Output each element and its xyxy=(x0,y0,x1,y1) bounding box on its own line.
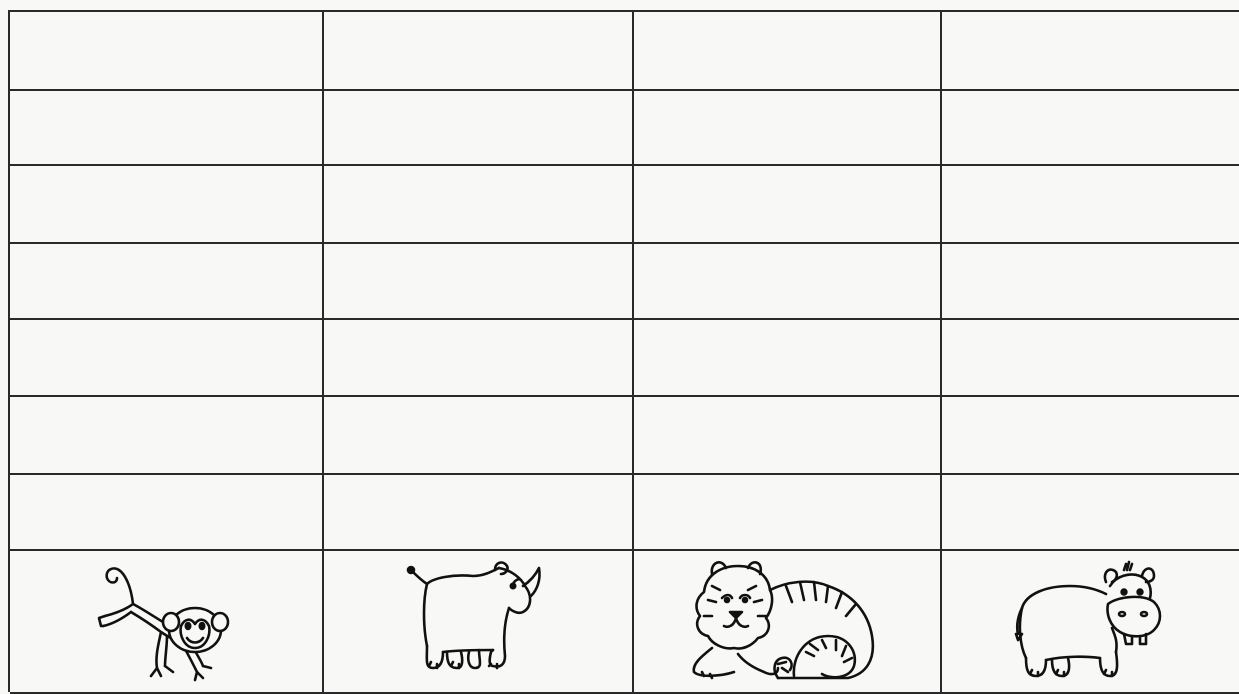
tally-cell-monkey[interactable] xyxy=(10,397,324,475)
tally-cell-rhino[interactable] xyxy=(324,475,634,551)
tally-cell-hippo[interactable] xyxy=(942,244,1239,320)
tally-cell-tiger[interactable] xyxy=(634,244,942,320)
tally-cell-hippo[interactable] xyxy=(942,12,1239,91)
tally-cell-rhino[interactable] xyxy=(324,320,634,397)
tally-cell-tiger[interactable] xyxy=(634,12,942,91)
tiger-icon xyxy=(682,556,892,686)
tally-cell-rhino[interactable] xyxy=(324,244,634,320)
monkey-icon xyxy=(91,556,241,686)
tally-cell-tiger[interactable] xyxy=(634,320,942,397)
rhino-icon xyxy=(403,556,553,686)
tally-cell-monkey[interactable] xyxy=(10,12,324,91)
tally-cell-rhino[interactable] xyxy=(324,91,634,166)
tally-cell-monkey[interactable] xyxy=(10,91,324,166)
tally-cell-monkey[interactable] xyxy=(10,320,324,397)
hippo-icon xyxy=(1006,556,1176,686)
animal-cell-hippo xyxy=(942,551,1239,694)
tally-cell-hippo[interactable] xyxy=(942,91,1239,166)
tally-cell-rhino[interactable] xyxy=(324,397,634,475)
tally-cell-tiger[interactable] xyxy=(634,91,942,166)
tally-cell-monkey[interactable] xyxy=(10,166,324,244)
tally-cell-hippo[interactable] xyxy=(942,166,1239,244)
tally-cell-monkey[interactable] xyxy=(10,475,324,551)
animal-cell-tiger xyxy=(634,551,942,694)
tally-cell-tiger[interactable] xyxy=(634,166,942,244)
tally-cell-hippo[interactable] xyxy=(942,320,1239,397)
tally-cell-rhino[interactable] xyxy=(324,166,634,244)
tally-grid xyxy=(8,10,1239,692)
tally-cell-rhino[interactable] xyxy=(324,12,634,91)
tally-cell-tiger[interactable] xyxy=(634,397,942,475)
tally-cell-tiger[interactable] xyxy=(634,475,942,551)
animal-cell-monkey xyxy=(10,551,324,694)
animal-cell-rhino xyxy=(324,551,634,694)
tally-cell-hippo[interactable] xyxy=(942,475,1239,551)
tally-cell-hippo[interactable] xyxy=(942,397,1239,475)
tally-cell-monkey[interactable] xyxy=(10,244,324,320)
